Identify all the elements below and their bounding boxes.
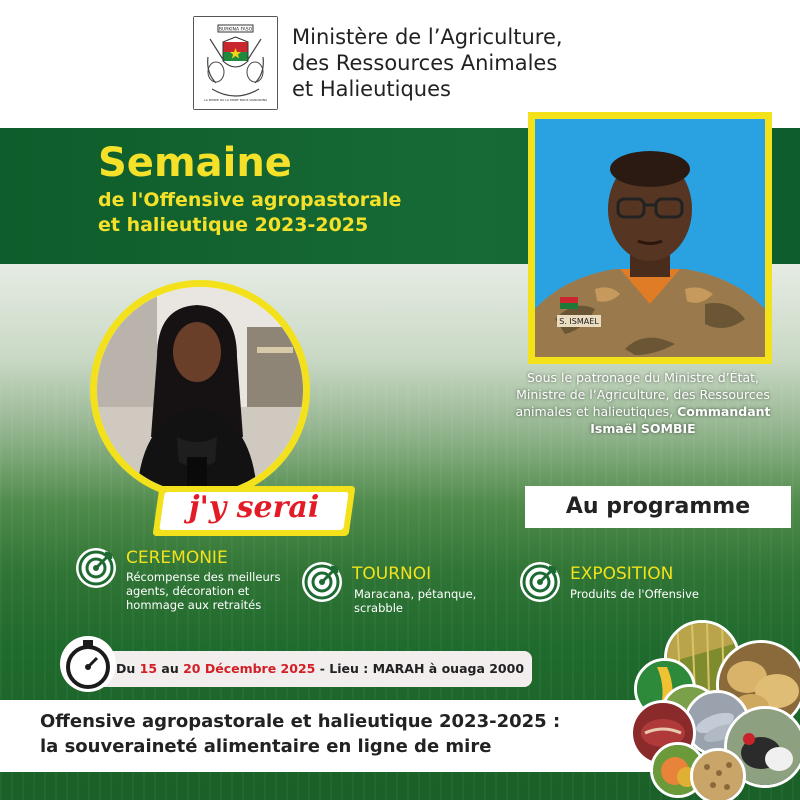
patronage-line: Sous le patronage du Ministre d’État, — [527, 370, 759, 385]
event-subtitle-line: et halieutique 2023-2025 — [98, 214, 369, 236]
programme-item-title: CEREMONIE — [126, 548, 228, 568]
programme-heading — [525, 486, 791, 528]
patronage-line: Ministre de l’Agriculture, des Ressources — [516, 387, 770, 402]
programme-item-title: TOURNOI — [352, 564, 432, 584]
date-middle: au — [157, 661, 184, 676]
patronage-name: Ismaël SOMBIE — [590, 421, 696, 436]
location-text: - Lieu : MARAH à ouaga 2000 — [315, 661, 525, 676]
programme-label: Au programme — [565, 494, 751, 519]
date-end: 20 Décembre 2025 — [183, 661, 316, 676]
ministry-line: des Ressources Animales — [292, 51, 558, 75]
ministry-line: Ministère de l’Agriculture, — [292, 25, 563, 49]
ministry-line: et Halieutiques — [292, 77, 451, 101]
minister-photo — [535, 119, 765, 357]
programme-item-desc-line: Récompense des meilleurs — [126, 570, 281, 584]
programme-item-desc-line: scrabble — [354, 601, 403, 615]
attendance-label: j'y serai — [188, 490, 320, 525]
slogan-line: la souveraineté alimentaire en ligne de mire — [40, 736, 492, 757]
coat-of-arms-icon — [193, 16, 278, 110]
event-title: Semaine — [98, 140, 292, 186]
programme-item-desc-line: agents, décoration et — [126, 584, 250, 598]
programme-item-desc — [570, 587, 699, 601]
coat-motto-text: LA PATRIE OU LA MORT NOUS VAINCRONS — [203, 98, 268, 102]
event-subtitle-line: de l'Offensive agropastorale — [98, 189, 402, 211]
target-icon — [302, 562, 342, 602]
grains-image — [690, 748, 746, 800]
minister-photo-frame — [528, 112, 772, 364]
stopwatch-icon — [60, 636, 116, 692]
minister-name-tag: S. ISMAEL — [559, 317, 599, 326]
programme-item-desc — [126, 570, 280, 612]
programme-item-desc — [354, 587, 476, 615]
patronage-text — [494, 369, 792, 437]
attendee-photo-frame — [90, 280, 310, 500]
patronage-rank: Commandant — [677, 404, 771, 419]
slogan-line: Offensive agropastorale et halieutique 2023-2025 : — [40, 711, 561, 732]
target-icon — [520, 562, 560, 602]
header — [0, 0, 800, 128]
date-prefix: Du — [116, 661, 140, 676]
event-subtitle — [98, 188, 401, 238]
target-icon — [76, 548, 116, 588]
event-date-location — [116, 661, 524, 676]
attendee-photo — [97, 287, 303, 493]
coat-banner-text: BURKINA FASO — [218, 27, 253, 33]
programme-item-desc-line: Produits de l'Offensive — [570, 587, 699, 601]
date-start: 15 — [139, 661, 158, 676]
attendance-banner — [156, 486, 352, 536]
ministry-name — [292, 24, 563, 102]
patronage-line: animales et halieutiques, — [515, 404, 674, 419]
slogan — [40, 709, 560, 759]
programme-item-desc-line: Maracana, pétanque, — [354, 587, 477, 601]
programme-item-title: EXPOSITION — [570, 564, 674, 584]
programme-item-desc-line: hommage aux retraités — [126, 598, 262, 612]
